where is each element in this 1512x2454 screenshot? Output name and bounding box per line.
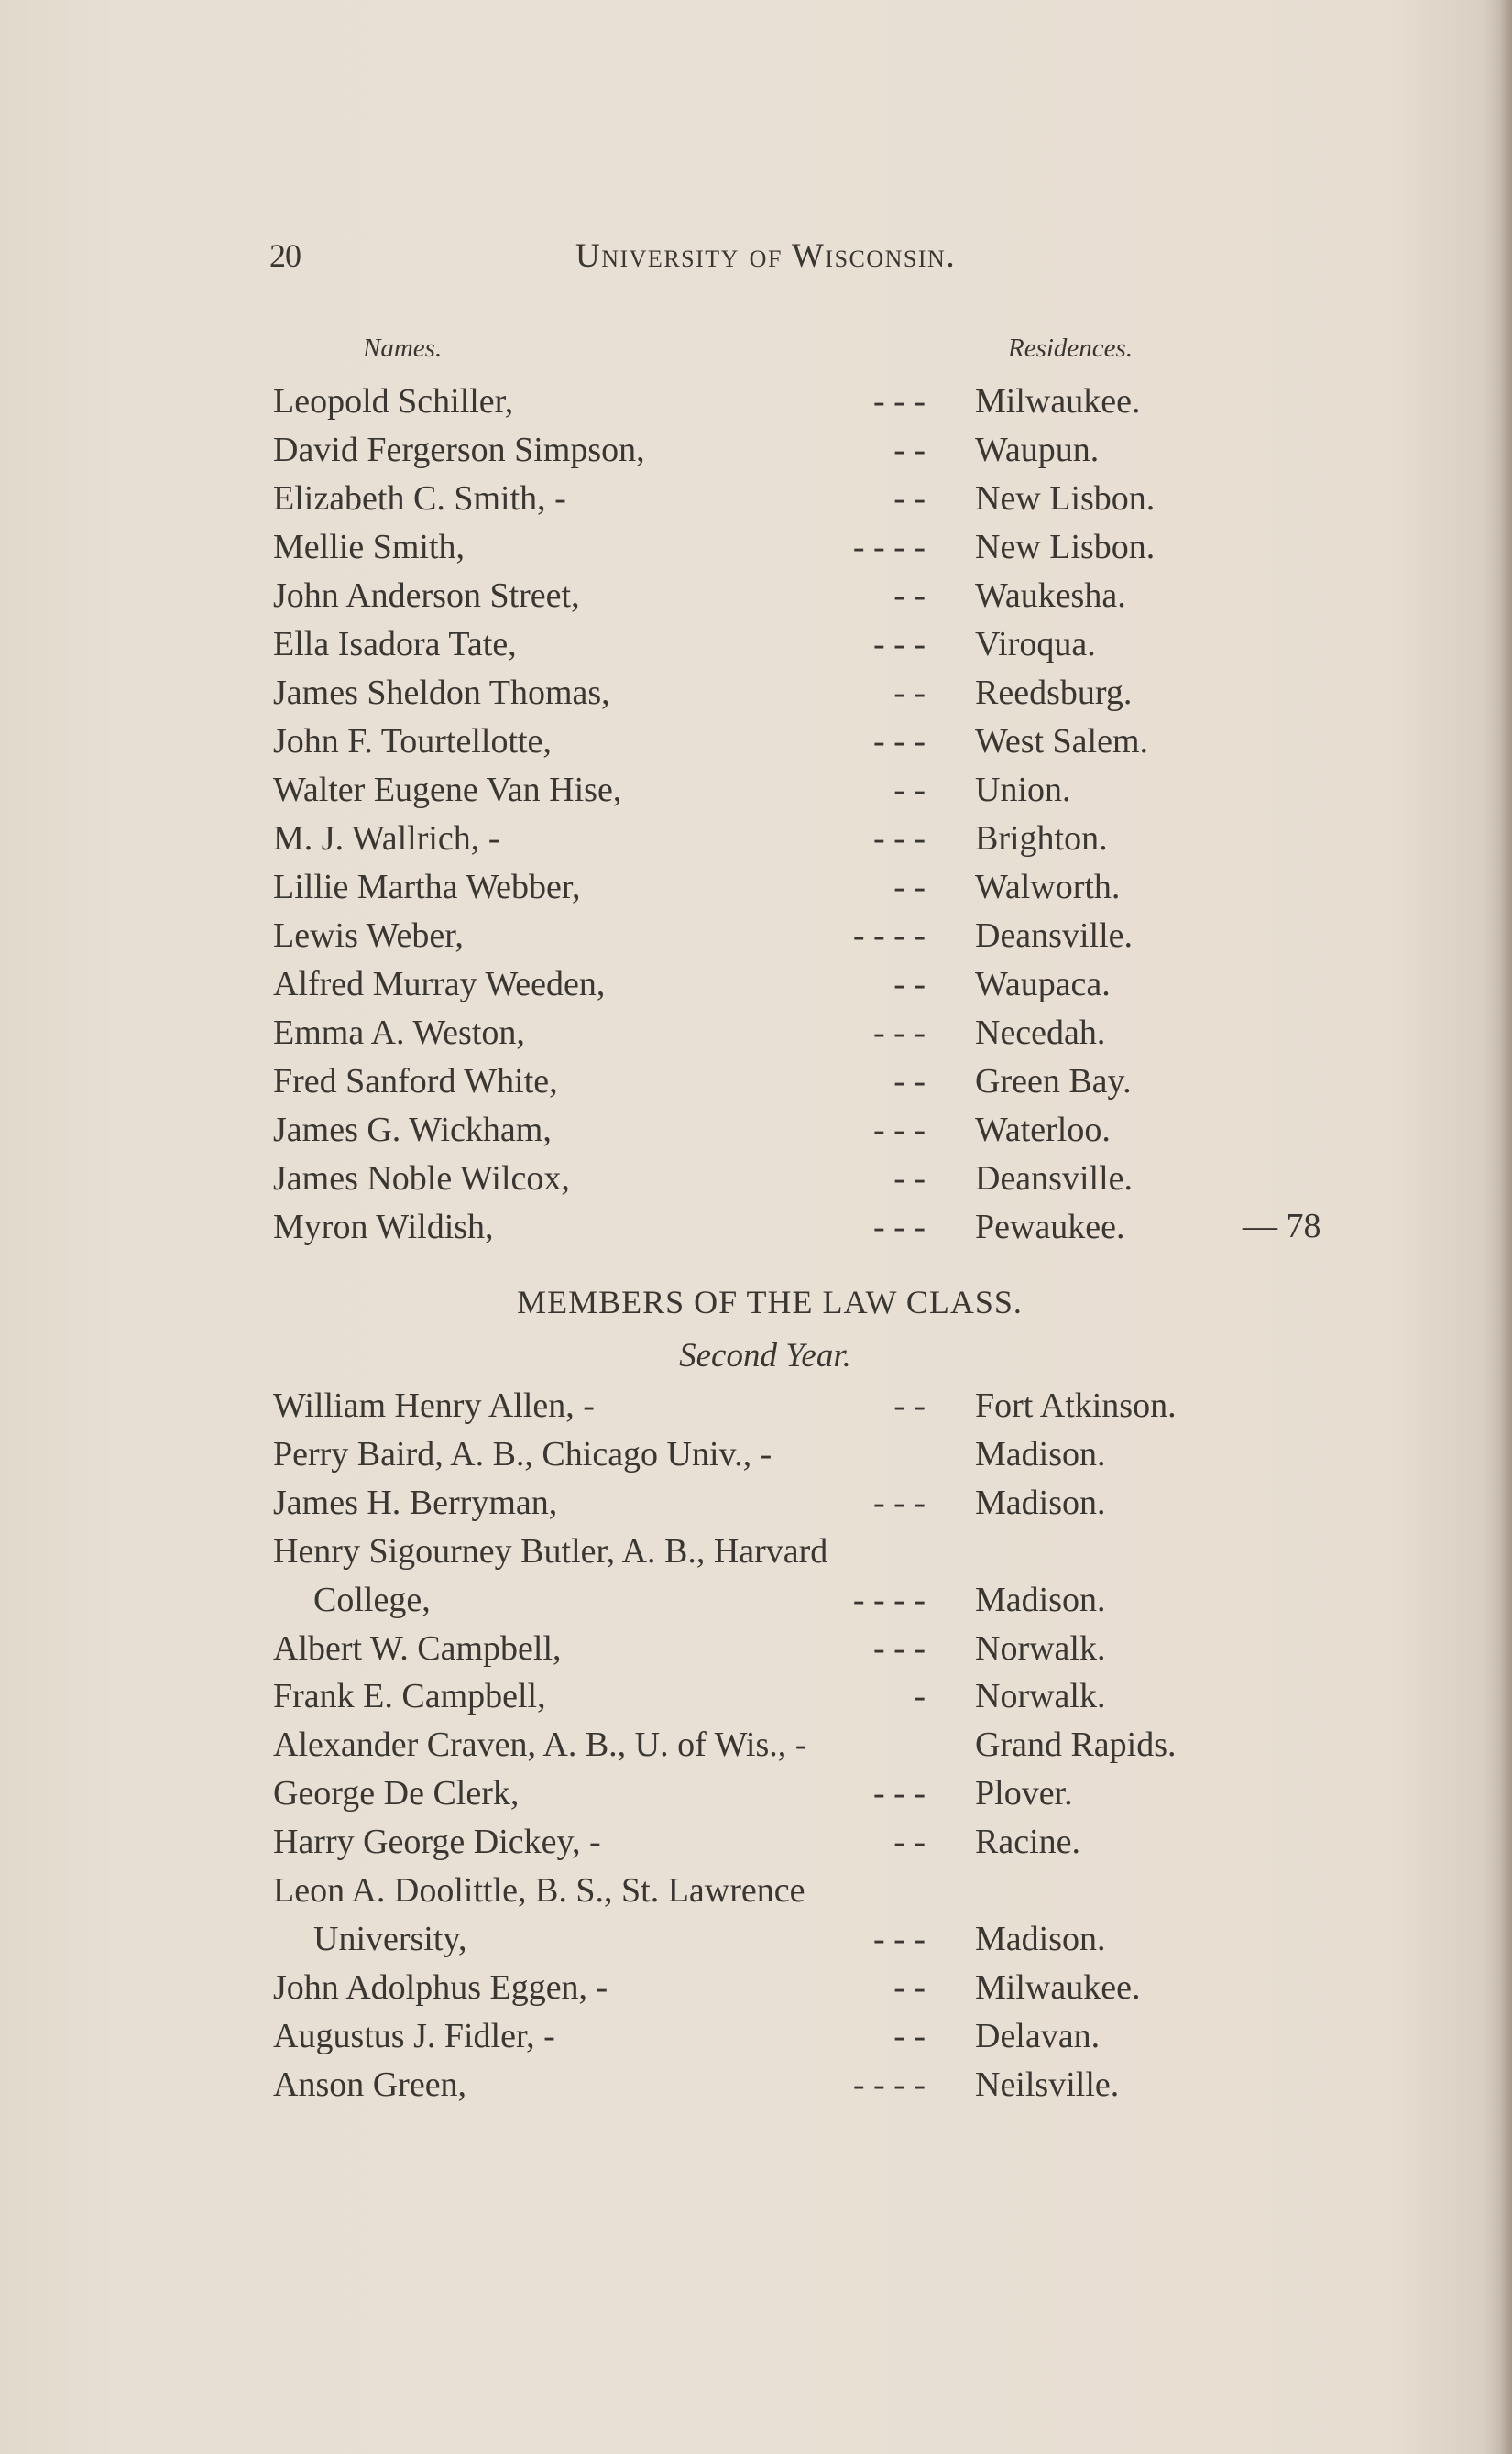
- person-name: William Henry Allen, -: [273, 1386, 595, 1425]
- person-name: John Anderson Street,: [273, 576, 580, 615]
- law-class-title: MEMBERS OF THE LAW CLASS.: [517, 1284, 1023, 1320]
- residence: Madison.: [975, 1580, 1106, 1619]
- list-row: [0, 915, 1512, 964]
- list-row: [0, 1870, 1512, 1919]
- leader-dashes: - - - -: [852, 1580, 926, 1619]
- residence: Madison.: [975, 1434, 1106, 1473]
- person-name: Emma A. Weston,: [273, 1013, 525, 1052]
- residence: Waterloo.: [975, 1111, 1111, 1149]
- residence: Waupun.: [975, 431, 1100, 469]
- leader-dashes: - -: [893, 965, 926, 1003]
- person-name: David Fergerson Simpson,: [273, 431, 645, 469]
- list-row: [0, 1158, 1512, 1207]
- leader-dashes: - - -: [873, 1628, 926, 1668]
- leader-dashes: - -: [893, 1967, 926, 2007]
- leader-dashes: -: [914, 1677, 926, 1716]
- person-name: Augustus J. Fidler, -: [273, 2016, 555, 2055]
- leader-dashes: - - - -: [852, 528, 926, 566]
- residence: Madison.: [975, 1483, 1106, 1522]
- residence: Necedah.: [975, 1013, 1106, 1052]
- list-row: [0, 1967, 1512, 2016]
- residence: New Lisbon.: [975, 528, 1156, 566]
- leader-dashes: - - - -: [852, 916, 926, 955]
- person-name: Henry Sigourney Butler, A. B., Harvard: [273, 1531, 828, 1571]
- names-column-heading: Names.: [363, 334, 443, 363]
- residence: Milwaukee.: [975, 382, 1141, 421]
- list-row: [0, 2016, 1512, 2065]
- person-name: Harry George Dickey, -: [273, 1823, 601, 1862]
- person-name: James Sheldon Thomas,: [273, 674, 610, 712]
- residence: Norwalk.: [975, 1628, 1106, 1668]
- residence: Union.: [975, 771, 1071, 809]
- list-row: [0, 478, 1512, 527]
- leader-dashes: - - -: [873, 1111, 926, 1149]
- person-name: Leon A. Doolittle, B. S., St. Lawrence: [273, 1871, 805, 1910]
- list-row: [0, 770, 1512, 818]
- leader-dashes: - -: [893, 1062, 926, 1101]
- residence: Walworth.: [975, 868, 1121, 906]
- leader-dashes: - -: [893, 771, 926, 809]
- leader-dashes: - - -: [873, 819, 926, 858]
- person-name: Perry Baird, A. B., Chicago Univ., -: [273, 1434, 772, 1473]
- list-row: [0, 1919, 1512, 1967]
- list-row: [0, 964, 1512, 1013]
- list-row: [0, 2065, 1512, 2113]
- leader-dashes: - - -: [873, 722, 926, 761]
- list-row: [0, 1110, 1512, 1158]
- person-name: Mellie Smith,: [273, 528, 465, 566]
- student-total: — 78: [1243, 1207, 1321, 1245]
- leader-dashes: - - -: [873, 1483, 926, 1522]
- leader-dashes: - - -: [873, 1774, 926, 1813]
- residence: Racine.: [975, 1823, 1081, 1862]
- list-row: [0, 1434, 1512, 1483]
- list-row: [0, 1061, 1512, 1110]
- residence: Deansville.: [975, 916, 1134, 955]
- page-header: [0, 236, 1512, 282]
- page-number: 20: [269, 237, 301, 274]
- residence: Grand Rapids.: [975, 1725, 1177, 1765]
- residence: Viroqua.: [975, 625, 1096, 663]
- residence: Milwaukee.: [975, 1967, 1141, 2007]
- person-name: James G. Wickham,: [273, 1111, 552, 1149]
- leader-dashes: - -: [893, 576, 926, 615]
- residence: Brighton.: [975, 819, 1108, 858]
- leader-dashes: - -: [893, 1386, 926, 1425]
- person-name: George De Clerk,: [273, 1774, 520, 1813]
- leader-dashes: - -: [893, 479, 926, 518]
- leader-dashes: - - -: [873, 1919, 926, 1958]
- list-row: [0, 721, 1512, 770]
- residence: Madison.: [975, 1919, 1106, 1958]
- person-name: Alfred Murray Weeden,: [273, 965, 606, 1003]
- list-row: [0, 1386, 1512, 1434]
- list-row: [0, 1676, 1512, 1725]
- leader-dashes: - -: [893, 868, 926, 906]
- person-name: Anson Green,: [273, 2065, 467, 2104]
- leader-dashes: - - -: [873, 382, 926, 421]
- residence: Fort Atkinson.: [975, 1386, 1177, 1425]
- list-row: [0, 624, 1512, 673]
- residence: New Lisbon.: [975, 479, 1156, 518]
- residence: Norwalk.: [975, 1677, 1106, 1716]
- list-row: [0, 673, 1512, 721]
- person-name: Elizabeth C. Smith, -: [273, 479, 566, 518]
- person-name: Leopold Schiller,: [273, 382, 514, 421]
- leader-dashes: - -: [893, 431, 926, 469]
- law-class-subtitle: Second Year.: [679, 1337, 851, 1375]
- person-name: Alexander Craven, A. B., U. of Wis., -: [273, 1725, 807, 1765]
- list-row: [0, 1580, 1512, 1628]
- person-name: Walter Eugene Van Hise,: [273, 771, 622, 809]
- residence: Waukesha.: [975, 576, 1126, 615]
- list-row: [0, 527, 1512, 575]
- list-row: [0, 381, 1512, 430]
- person-name: M. J. Wallrich, -: [273, 819, 500, 858]
- person-name: Lewis Weber,: [273, 916, 464, 955]
- residences-column-heading: Residences.: [1008, 334, 1134, 363]
- leader-dashes: - -: [893, 1823, 926, 1862]
- residence: Green Bay.: [975, 1062, 1132, 1101]
- person-name: James Noble Wilcox,: [273, 1159, 570, 1198]
- residence: Deansville.: [975, 1159, 1134, 1198]
- residence: Reedsburg.: [975, 674, 1133, 712]
- list-row: [0, 1822, 1512, 1870]
- person-name: Albert W. Campbell,: [273, 1628, 562, 1668]
- residence: West Salem.: [975, 722, 1149, 761]
- residence: Plover.: [975, 1774, 1073, 1813]
- list-row: [0, 1725, 1512, 1773]
- list-row: [0, 1773, 1512, 1822]
- residence: Waupaca.: [975, 965, 1111, 1003]
- list-row: [0, 1013, 1512, 1061]
- person-name: James H. Berryman,: [273, 1483, 558, 1522]
- list-row: [0, 1483, 1512, 1531]
- person-name: John Adolphus Eggen, -: [273, 1967, 608, 2007]
- list-row: [0, 575, 1512, 624]
- leader-dashes: - - - -: [852, 2065, 926, 2104]
- residence: Delavan.: [975, 2016, 1101, 2055]
- residence: Pewaukee.: [975, 1208, 1125, 1246]
- person-name: Myron Wildish,: [273, 1208, 494, 1246]
- list-row: [0, 818, 1512, 867]
- list-row: [0, 867, 1512, 915]
- person-name: John F. Tourtellotte,: [273, 722, 552, 761]
- leader-dashes: - -: [893, 2016, 926, 2055]
- list-row: [0, 1628, 1512, 1677]
- person-name: Ella Isadora Tate,: [273, 625, 517, 663]
- leader-dashes: - -: [893, 674, 926, 712]
- leader-dashes: - - -: [873, 1208, 926, 1246]
- list-row: [0, 430, 1512, 478]
- residence: Neilsville.: [975, 2065, 1120, 2104]
- leader-dashes: - -: [893, 1159, 926, 1198]
- person-name: Lillie Martha Webber,: [273, 868, 581, 906]
- person-name: Frank E. Campbell,: [273, 1677, 546, 1716]
- leader-dashes: - - -: [873, 625, 926, 663]
- leader-dashes: - - -: [873, 1013, 926, 1052]
- person-name: Fred Sanford White,: [273, 1062, 558, 1101]
- list-row: [0, 1531, 1512, 1580]
- person-name: University,: [313, 1919, 467, 1958]
- running-title: University of Wisconsin.: [575, 237, 957, 275]
- person-name: College,: [313, 1580, 431, 1619]
